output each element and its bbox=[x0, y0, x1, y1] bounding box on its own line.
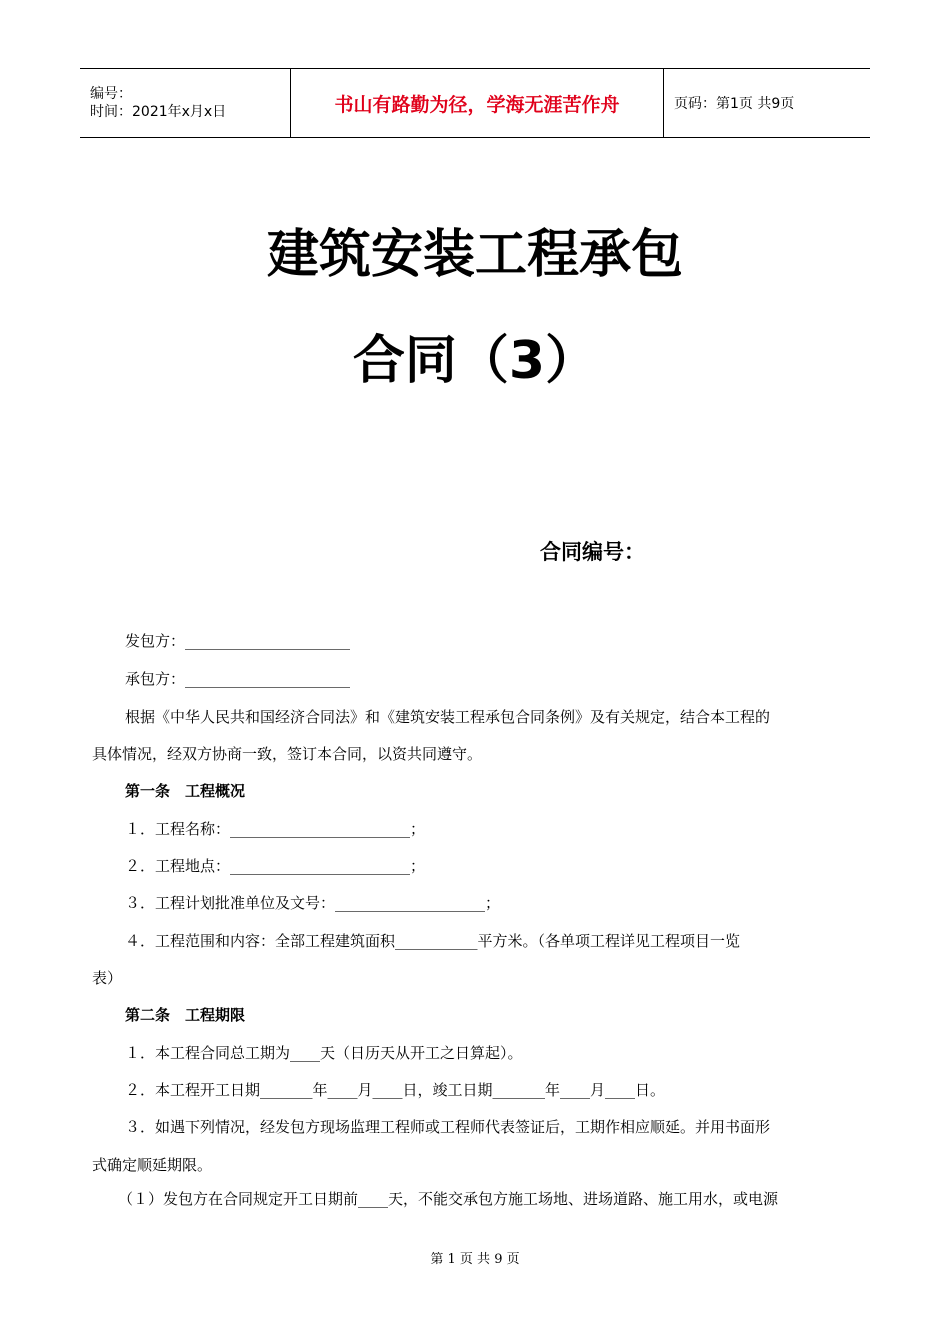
party-a-line: 发包方：______________________ bbox=[125, 632, 351, 650]
page-header bbox=[80, 68, 870, 138]
article1-item4-line2: 表） bbox=[92, 969, 123, 987]
header-page-info: 页码：第1页 共9页 bbox=[674, 96, 795, 112]
contract-number-label: 合同编号： bbox=[540, 540, 645, 564]
article2-item1: １．本工程合同总工期为____天（日历天从开工之日算起）。 bbox=[125, 1044, 523, 1062]
article1-heading: 第一条 工程概况 bbox=[125, 782, 246, 800]
intro-paragraph-line2: 具体情况，经双方协商一致，签订本合同，以资共同遵守。 bbox=[92, 745, 483, 763]
article1-item3: ３．工程计划批准单位及文号：____________________； bbox=[125, 894, 501, 912]
article2-item3-line2: 式确定顺延期限。 bbox=[92, 1156, 213, 1174]
article2-item3-sub1: （１）发包方在合同规定开工日期前____天，不能交承包方施工场地、进场道路、施工用水，或电源 bbox=[118, 1190, 779, 1208]
header-left-cell bbox=[80, 69, 291, 137]
article1-item4-line1: ４．工程范围和内容：全部工程建筑面积___________平方米。（各单项工程详见工程项目一览 bbox=[125, 932, 741, 950]
article2-heading: 第二条 工程期限 bbox=[125, 1006, 246, 1024]
page-footer: 第 1 页 共 9 页 bbox=[430, 1252, 520, 1267]
article1-item2: ２．工程地点：________________________； bbox=[125, 857, 426, 875]
serial-label: 编号： bbox=[90, 86, 132, 102]
intro-paragraph-line1: 根据《中华人民共和国经济合同法》和《建筑安装工程承包合同条例》及有关规定，结合本工程的 bbox=[125, 708, 771, 726]
article1-item1: １．工程名称：________________________； bbox=[125, 820, 426, 838]
document-title-line2: 合同（3） bbox=[352, 331, 598, 391]
article2-item3-line1: ３．如遇下列情况，经发包方现场监理工程师或工程师代表签证后，工期作相应顺延。并用书面形 bbox=[125, 1118, 771, 1136]
document-title-line1: 建筑安装工程承包 bbox=[266, 225, 683, 285]
header-motto: 书山有路勤为径，学海无涯苦作舟 bbox=[291, 69, 664, 137]
article2-item2: ２．本工程开工日期_______年____月____日，竣工日期_______年____月____日。 bbox=[125, 1081, 666, 1099]
date-label: 时间：2021年x月x日 bbox=[90, 104, 227, 120]
party-b-line: 承包方：______________________ bbox=[125, 670, 351, 688]
